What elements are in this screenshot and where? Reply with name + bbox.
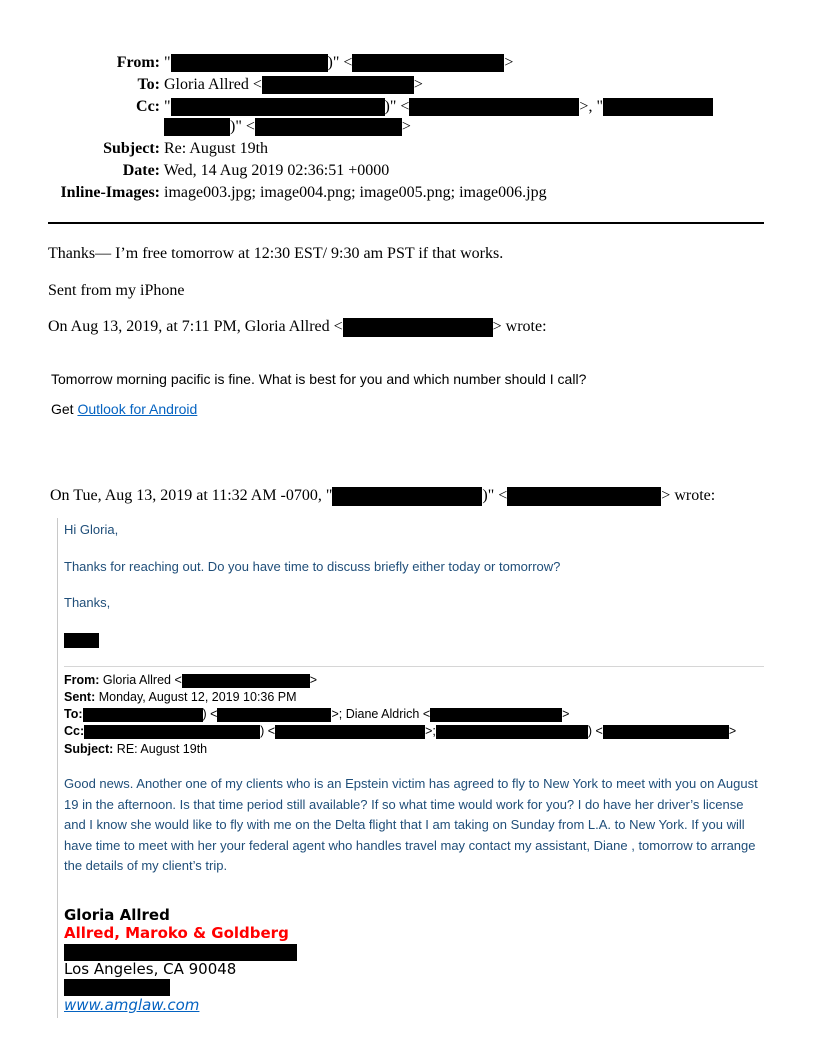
inner-cc-mid: ) < <box>260 724 276 738</box>
quoted-divider <box>64 666 764 667</box>
inner-sent-value: Monday, August 12, 2019 10:36 PM <box>95 690 297 704</box>
inner-to-mid: ) < <box>202 707 218 721</box>
signature-city: Los Angeles, CA 90048 <box>64 960 237 978</box>
header-cc-quote: " <box>164 98 171 115</box>
signature-firm: Allred, Maroko & Goldberg <box>64 924 289 942</box>
header-inline-images-value: image003.jpg; image004.png; image005.png; image006.jpg <box>164 184 547 201</box>
header-to-value: Gloria Allred < <box>164 76 262 93</box>
inner-to-mid2: >; Diane Aldrich < <box>331 707 431 721</box>
header-cc2-mid: )" < <box>230 118 255 135</box>
redaction <box>171 98 385 116</box>
tue-attribution <box>50 487 715 506</box>
redaction <box>64 943 297 961</box>
inner-body: Good news. Another one of my clients who is an Epstein victim has agreed to fly to New York to meet with you on August 19 in the afternoon. Is that time period still available? If so what time would work for you? I do have her driver’s license and I know she would like to fly with me on the Delta flight that I am taking on Sunday from L.A. to New York. If you will have time to meet with her your federal agent who handles travel may contact my assistant, Diane , tomorrow to arrange the details of my client’s trip. <box>64 776 758 873</box>
signature-website-link[interactable]: www.amglaw.com <box>64 996 200 1014</box>
quoted-body: Thanks for reaching out. Do you have time to discuss briefly either today or tomorrow? <box>64 559 561 574</box>
redaction <box>171 54 328 72</box>
header-subject-label: Subject: <box>103 140 160 157</box>
redaction <box>182 674 310 688</box>
redaction <box>409 98 579 116</box>
redaction <box>436 725 588 739</box>
header-from-row <box>0 54 513 72</box>
header-cc-mid2: >, " <box>579 98 603 115</box>
header-from-mid: )" < <box>327 54 353 71</box>
header-subject-row <box>0 140 268 158</box>
redaction <box>275 725 425 739</box>
redaction <box>332 487 482 506</box>
redaction <box>84 725 260 739</box>
inner-cc-row <box>64 724 736 739</box>
tue-attribution-suffix: > wrote: <box>661 487 716 505</box>
quoted-closing: Thanks, <box>64 595 111 610</box>
header-date-row <box>0 162 389 180</box>
redaction <box>64 944 297 961</box>
header-divider <box>48 222 764 224</box>
header-inline-images-label: Inline-Images: <box>60 184 160 201</box>
gloria-message-line: Tomorrow morning pacific is fine. What is best for you and which number should I call? <box>51 371 587 387</box>
signature-name: Gloria Allred <box>64 906 170 924</box>
header-cc-row <box>0 98 713 116</box>
header-date-value: Wed, 14 Aug 2019 02:36:51 +0000 <box>163 162 390 179</box>
header-to-label: To: <box>137 76 160 93</box>
outlook-line <box>51 401 197 417</box>
redaction <box>64 978 170 996</box>
redaction <box>255 118 402 136</box>
inner-cc-mid2: >; <box>425 724 436 738</box>
reply-sent-from: Sent from my iPhone <box>48 282 185 299</box>
redaction <box>83 708 203 722</box>
redaction <box>164 118 230 136</box>
redaction <box>343 318 493 337</box>
inner-sent-label: Sent: <box>64 690 96 704</box>
reply-line-1: Thanks— I’m free tomorrow at 12:30 EST/ 9:30 am PST if that works. <box>48 245 504 262</box>
tue-attribution-mid: )" < <box>482 487 508 505</box>
inner-from-label: From: <box>64 673 100 687</box>
inner-subject-row <box>64 742 207 756</box>
inner-from-value: Gloria Allred < <box>99 673 182 687</box>
outlook-get-prefix: Get <box>51 401 78 417</box>
inner-subject-value: RE: August 19th <box>113 742 208 756</box>
reply-attribution <box>48 318 547 337</box>
reply-attribution-suffix: > wrote: <box>492 318 547 336</box>
redaction <box>507 487 661 506</box>
quote-bar <box>57 518 58 1018</box>
inner-to-row <box>64 707 569 722</box>
header-from-suffix: > <box>504 54 514 71</box>
redaction <box>217 708 331 722</box>
header-date-label: Date: <box>122 162 160 179</box>
header-from-quote: " <box>164 54 171 71</box>
inner-from-suffix: > <box>309 673 318 687</box>
header-to-suffix: > <box>413 76 423 93</box>
redaction <box>64 633 99 648</box>
quoted-greeting: Hi Gloria, <box>64 522 119 537</box>
inner-to-label: To: <box>64 707 83 721</box>
redaction <box>430 708 562 722</box>
header-subject-value: Re: August 19th <box>164 140 269 157</box>
header-to-row <box>0 76 423 94</box>
inner-cc-label: Cc: <box>64 724 85 738</box>
header-cc2-suffix: > <box>401 118 411 135</box>
header-from-label: From: <box>116 54 160 71</box>
redaction <box>603 725 729 739</box>
tue-attribution-prefix: On Tue, Aug 13, 2019 at 11:32 AM -0700, " <box>50 487 333 505</box>
header-cc-row-2 <box>164 118 411 136</box>
reply-attribution-prefix: On Aug 13, 2019, at 7:11 PM, Gloria Allred < <box>48 318 343 336</box>
header-cc-label: Cc: <box>136 98 160 115</box>
redaction <box>64 631 99 649</box>
inner-to-suffix: > <box>562 707 570 721</box>
outlook-link[interactable]: Outlook for Android <box>77 401 198 417</box>
inner-cc-suffix: > <box>728 724 737 738</box>
header-inline-images-row <box>0 184 547 202</box>
inner-from-row <box>64 673 317 688</box>
redaction <box>262 76 414 94</box>
inner-cc-mid3: ) < <box>587 724 603 738</box>
header-cc-mid: )" < <box>384 98 410 115</box>
inner-sent-row <box>64 690 297 704</box>
redaction <box>603 98 713 116</box>
inner-subject-label: Subject: <box>64 742 114 756</box>
redaction <box>64 979 170 996</box>
redaction <box>352 54 504 72</box>
